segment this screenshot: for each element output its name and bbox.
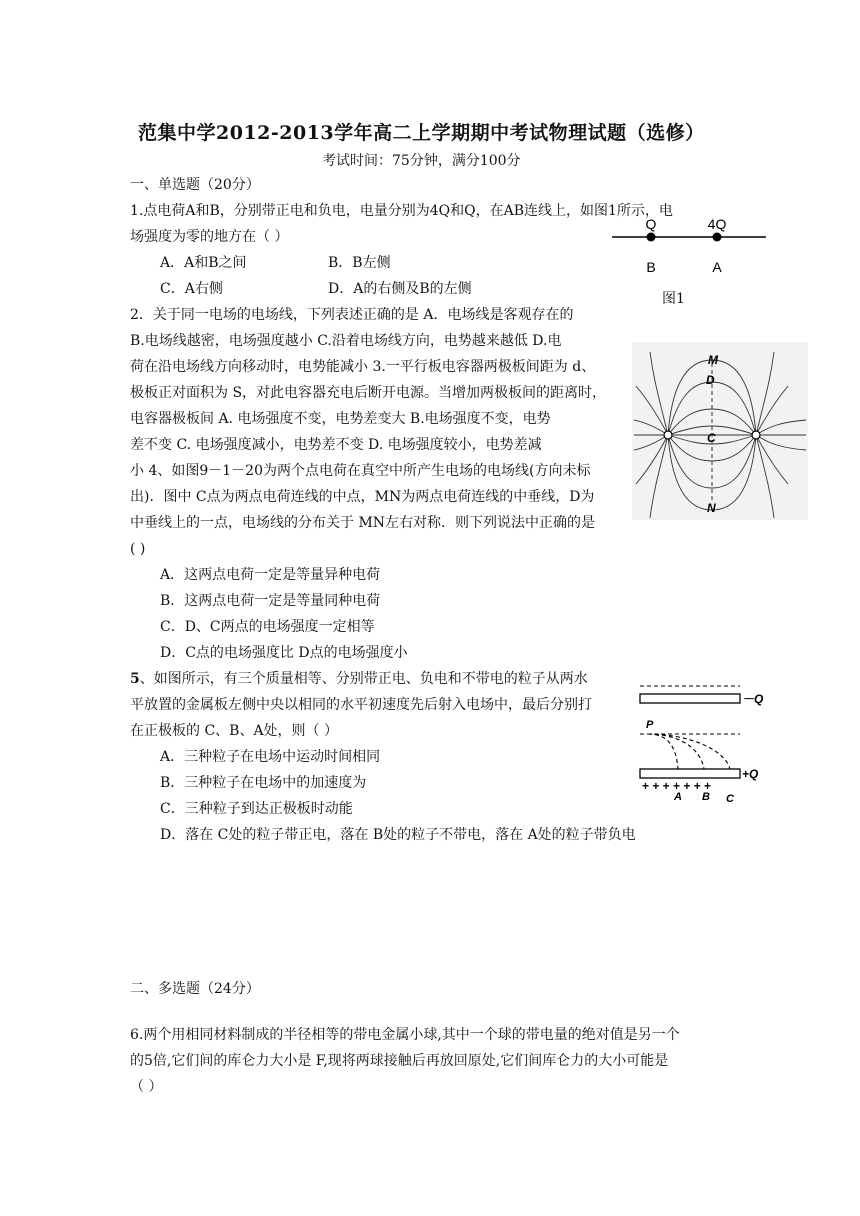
q4-text-line9: 中垂线上的一点，电场线的分布关于 MN左右对称．则下列说法中正确的是 xyxy=(130,515,596,531)
particle-trajectories xyxy=(648,734,730,769)
q3-text-line5: 电容器极板间 A. 电场强度不变，电势差变大 B.电场强度不变，电势 xyxy=(130,411,551,427)
label-m: M xyxy=(708,353,718,367)
q1-option-a: A．A和B之间 xyxy=(160,255,247,271)
q4-option-a: A．这两点电荷一定是等量异种电荷 xyxy=(160,567,381,583)
q4-option-d: D．C点的电场强度比 D点的电场强度小 xyxy=(160,645,408,661)
label-negative-q: －Q xyxy=(742,692,764,706)
field-lines-figure xyxy=(632,342,808,520)
right-charge xyxy=(752,431,760,439)
q1-option-b: B．B左侧 xyxy=(328,255,391,271)
q1-option-d: D．A的右侧及B的左侧 xyxy=(328,281,472,297)
label-4q: 4Q xyxy=(707,216,727,232)
label-a: A xyxy=(712,259,722,275)
q3-text-line4: 极板正对面积为 S，对此电容器充电后断开电源。当增加两极板间的距离时， xyxy=(130,385,607,401)
q4-text-line7: 小 4、如图9－1－20为两个点电荷在真空中所产生电场的电场线(方向未标 xyxy=(130,463,591,479)
q5-text-line2: 平放置的金属板左侧中央以相同的水平初速度先后射入电场中，最后分别打 xyxy=(130,697,592,713)
left-charge xyxy=(664,431,672,439)
figure-background xyxy=(632,342,808,520)
label-point-b: B xyxy=(702,791,710,803)
q5-number: 5 xyxy=(130,671,140,687)
positive-plate xyxy=(640,769,740,778)
q5-text-line3: 在正极板的 C、B、A处，则（ ） xyxy=(130,723,339,739)
figure-1-charges-on-line xyxy=(610,212,770,312)
q5-text-line1: 5、如图所示，有三个质量相等、分别带正电、负电和不带电的粒子从两水 xyxy=(130,671,588,687)
negative-plate xyxy=(640,694,740,703)
q1-option-c: C．A右侧 xyxy=(160,281,223,297)
q5-option-b: B．三种粒子在电场中的加速度为 xyxy=(160,775,367,791)
section-2-heading: 二、多选题（24分） xyxy=(130,981,260,997)
q1-text-line2: 场强度为零的地方在（ ） xyxy=(130,229,289,245)
charge-b-dot xyxy=(647,233,656,242)
label-c: C xyxy=(707,431,716,445)
q6-text-line3: （ ） xyxy=(130,1079,163,1095)
q5-option-a: A．三种粒子在电场中运动时间相同 xyxy=(160,749,381,765)
label-p: P xyxy=(646,719,654,731)
q5-option-d: D．落在 C处的粒子带正电，落在 B处的粒子不带电，落在 A处的粒子带负电 xyxy=(160,827,636,843)
q3-text-line6: 差不变 C. 电场强度减小，电势差不变 D. 电场强度较小，电势差减 xyxy=(130,437,542,453)
label-b: B xyxy=(646,259,656,275)
label-point-a: A xyxy=(674,791,682,803)
q4-text-line8: 出)．图中 C点为两点电荷连线的中点，MN为两点电荷连线的中垂线，D为 xyxy=(130,489,595,505)
capacitor-figure xyxy=(636,678,776,806)
label-positive-q: +Q xyxy=(742,767,759,781)
q4-option-c: C．D、C两点的电场强度一定相等 xyxy=(160,619,375,635)
figure-1-caption: 图1 xyxy=(662,291,685,307)
q4-option-b: B．这两点电荷一定是等量同种电荷 xyxy=(160,593,381,609)
q4-text-line10: ( ) xyxy=(130,541,146,557)
plus-signs: + + + + + + + xyxy=(642,779,712,793)
q2-text-line1: 2．关于同一电场的电场线，下列表述正确的是 A．电场线是客观存在的 xyxy=(130,307,574,323)
q6-text-line2: 的5倍,它们间的库仑力大小是 F,现将两球接触后再放回原处,它们间库仑力的大小可能是 xyxy=(130,1053,669,1069)
q6-text-line1: 6.两个用相同材料制成的半径相等的带电金属小球,其中一个球的带电量的绝对值是另一个 xyxy=(130,1027,680,1043)
q5-option-c: C．三种粒子到达正极板时动能 xyxy=(160,801,353,817)
q2-text-line3: 荷在沿电场线方向移动时，电势能减小 3.一平行板电容器两极板间距为 d、 xyxy=(130,359,596,375)
label-d: D xyxy=(706,373,715,387)
label-q: Q xyxy=(645,216,657,232)
q2-text-line2: B.电场线越密，电场强度越小 C.沿着电场线方向，电势越来越低 D.电 xyxy=(130,333,562,349)
section-1-heading: 一、单选题（20分） xyxy=(130,177,260,193)
q1-text-line1: 1.点电荷A和B，分别带正电和负电，电量分别为4Q和Q，在AB连线上，如图1所示，电 xyxy=(130,203,673,219)
label-point-c: C xyxy=(726,793,734,805)
charge-a-dot xyxy=(713,233,722,242)
exam-info: 考试时间：75分钟，满分100分 xyxy=(322,153,521,169)
page-title: 范集中学2012-2013学年高二上学期期中考试物理试题（选修） xyxy=(138,122,705,144)
label-n: N xyxy=(707,501,716,515)
